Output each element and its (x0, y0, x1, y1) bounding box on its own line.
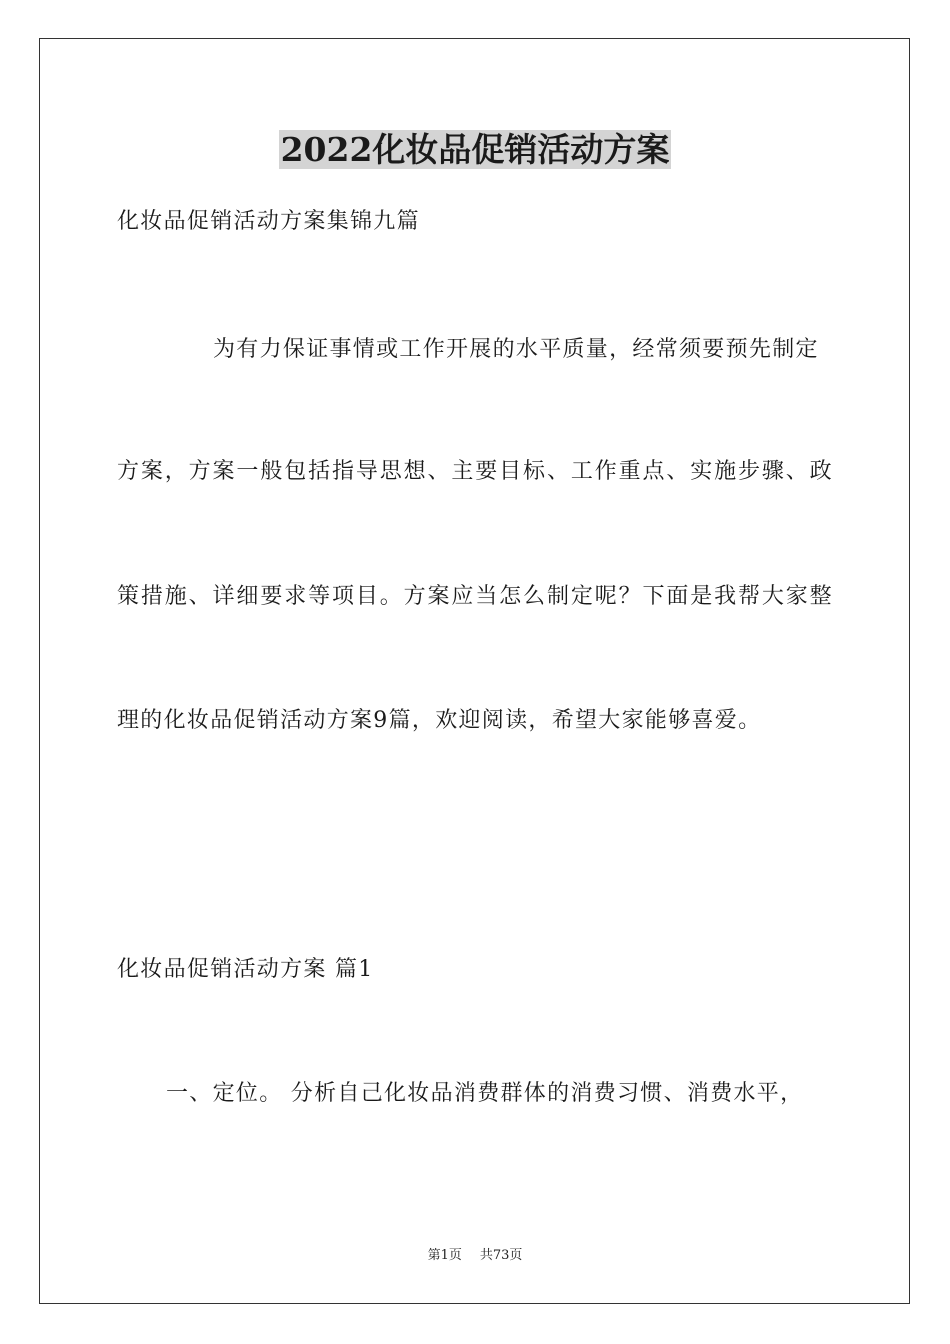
intro-line-1: 为有力保证事情或工作开展的水平质量，经常须要预先制定 (213, 337, 819, 362)
section-paragraph-line: 一、定位。 分析自己化妆品消费群体的消费习惯、消费水平， (166, 1081, 804, 1106)
page-number-total: 共73页 (479, 1248, 523, 1263)
page-number-current: 第1页 (427, 1248, 462, 1263)
intro-line-4: 理的化妆品促销活动方案9篇，欢迎阅读，希望大家能够喜爱。 (117, 708, 762, 733)
section-heading: 化妆品促销活动方案 篇1 (117, 957, 374, 982)
document-subtitle: 化妆品促销活动方案集锦九篇 (117, 209, 420, 234)
page-footer (0, 1247, 950, 1265)
document-title (0, 128, 950, 172)
intro-line-2: 方案，方案一般包括指导思想、主要目标、工作重点、实施步骤、政 (117, 459, 833, 484)
intro-line-3: 策措施、详细要求等项目。方案应当怎么制定呢？下面是我帮大家整 (117, 584, 833, 609)
document-title-text: 2022化妆品促销活动方案 (280, 130, 670, 169)
